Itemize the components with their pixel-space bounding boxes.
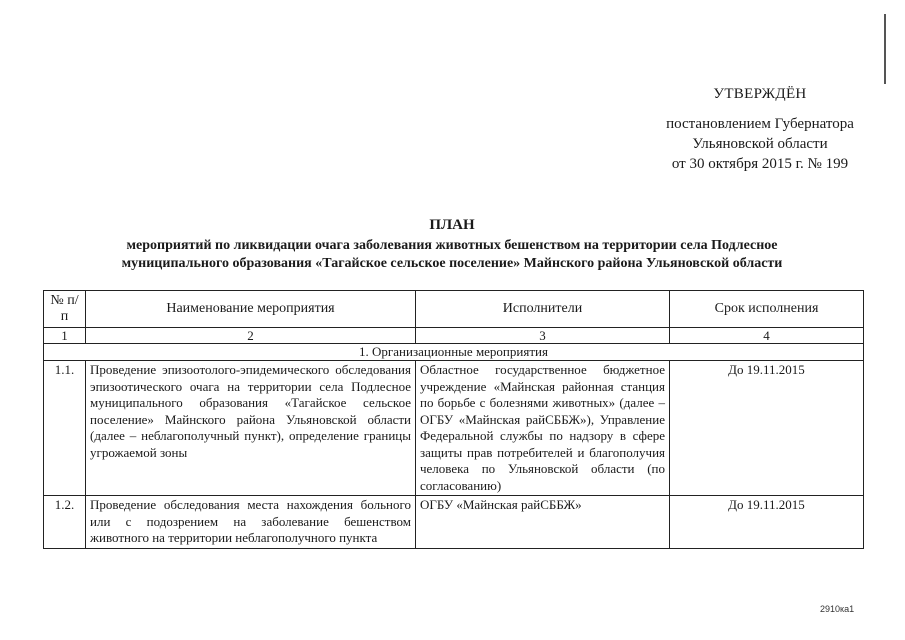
title-line-2: муниципального образования «Тагайское сельское поселение» Майнского района Ульяновской области [121, 256, 783, 271]
scan-edge-mark [884, 14, 886, 84]
row-executors: ОГБУ «Майнская райСББЖ» [416, 496, 670, 549]
row-term: До 19.11.2015 [670, 361, 864, 496]
header-term: Срок исполнения [670, 291, 864, 328]
document-title [40, 216, 864, 273]
table-row [44, 361, 864, 496]
approval-stamp: УТВЕРЖДЁН [713, 86, 807, 102]
table-header-row [44, 291, 864, 328]
section-row [44, 344, 864, 361]
row-name: Проведение обследования места нахождения больного или с подозрением на заболевание бешенством животного на территории неблагополучного пункта [86, 496, 416, 549]
document-name: ПЛАН [429, 217, 475, 233]
column-number-row [44, 328, 864, 344]
plan-table [43, 290, 864, 549]
row-num: 1.1. [44, 361, 86, 496]
row-name: Проведение эпизоотолого-эпидемического обследования эпизоотического очага на территории села Подлесное муниципального образования «Тагайское сельское поселение» Майнского района Ульяновской области (далее – неблагополучный пункт), определение границы угрожаемой зоны [86, 361, 416, 496]
approval-line-3: от 30 октября 2015 г. № 199 [671, 156, 849, 172]
row-term: До 19.11.2015 [670, 496, 864, 549]
approval-line-1: постановлением Губернатора [666, 116, 854, 132]
column-number: 1 [44, 328, 86, 344]
header-name: Наименование мероприятия [86, 291, 416, 328]
footer-code: 2910ка1 [820, 604, 855, 614]
title-line-1: мероприятий по ликвидации очага заболевания животных бешенством на территории села Подлесное [126, 238, 778, 253]
section-title: 1. Организационные мероприятия [44, 344, 864, 361]
column-number: 2 [86, 328, 416, 344]
row-executors: Областное государственное бюджетное учреждение «Майнская районная станция по борьбе с болезнями животных» (далее – ОГБУ «Майнская райСББЖ»), Управление Федеральной службы по надзору в сфере защиты прав потребителей и благополучия человека по Ульяновской области (по согласованию) [416, 361, 670, 496]
row-num: 1.2. [44, 496, 86, 549]
approval-line-2: Ульяновской области [692, 136, 828, 152]
header-executors: Исполнители [416, 291, 670, 328]
table-row [44, 496, 864, 549]
approval-block [640, 84, 880, 174]
column-number: 4 [670, 328, 864, 344]
column-number: 3 [416, 328, 670, 344]
header-num: № п/п [44, 291, 86, 328]
